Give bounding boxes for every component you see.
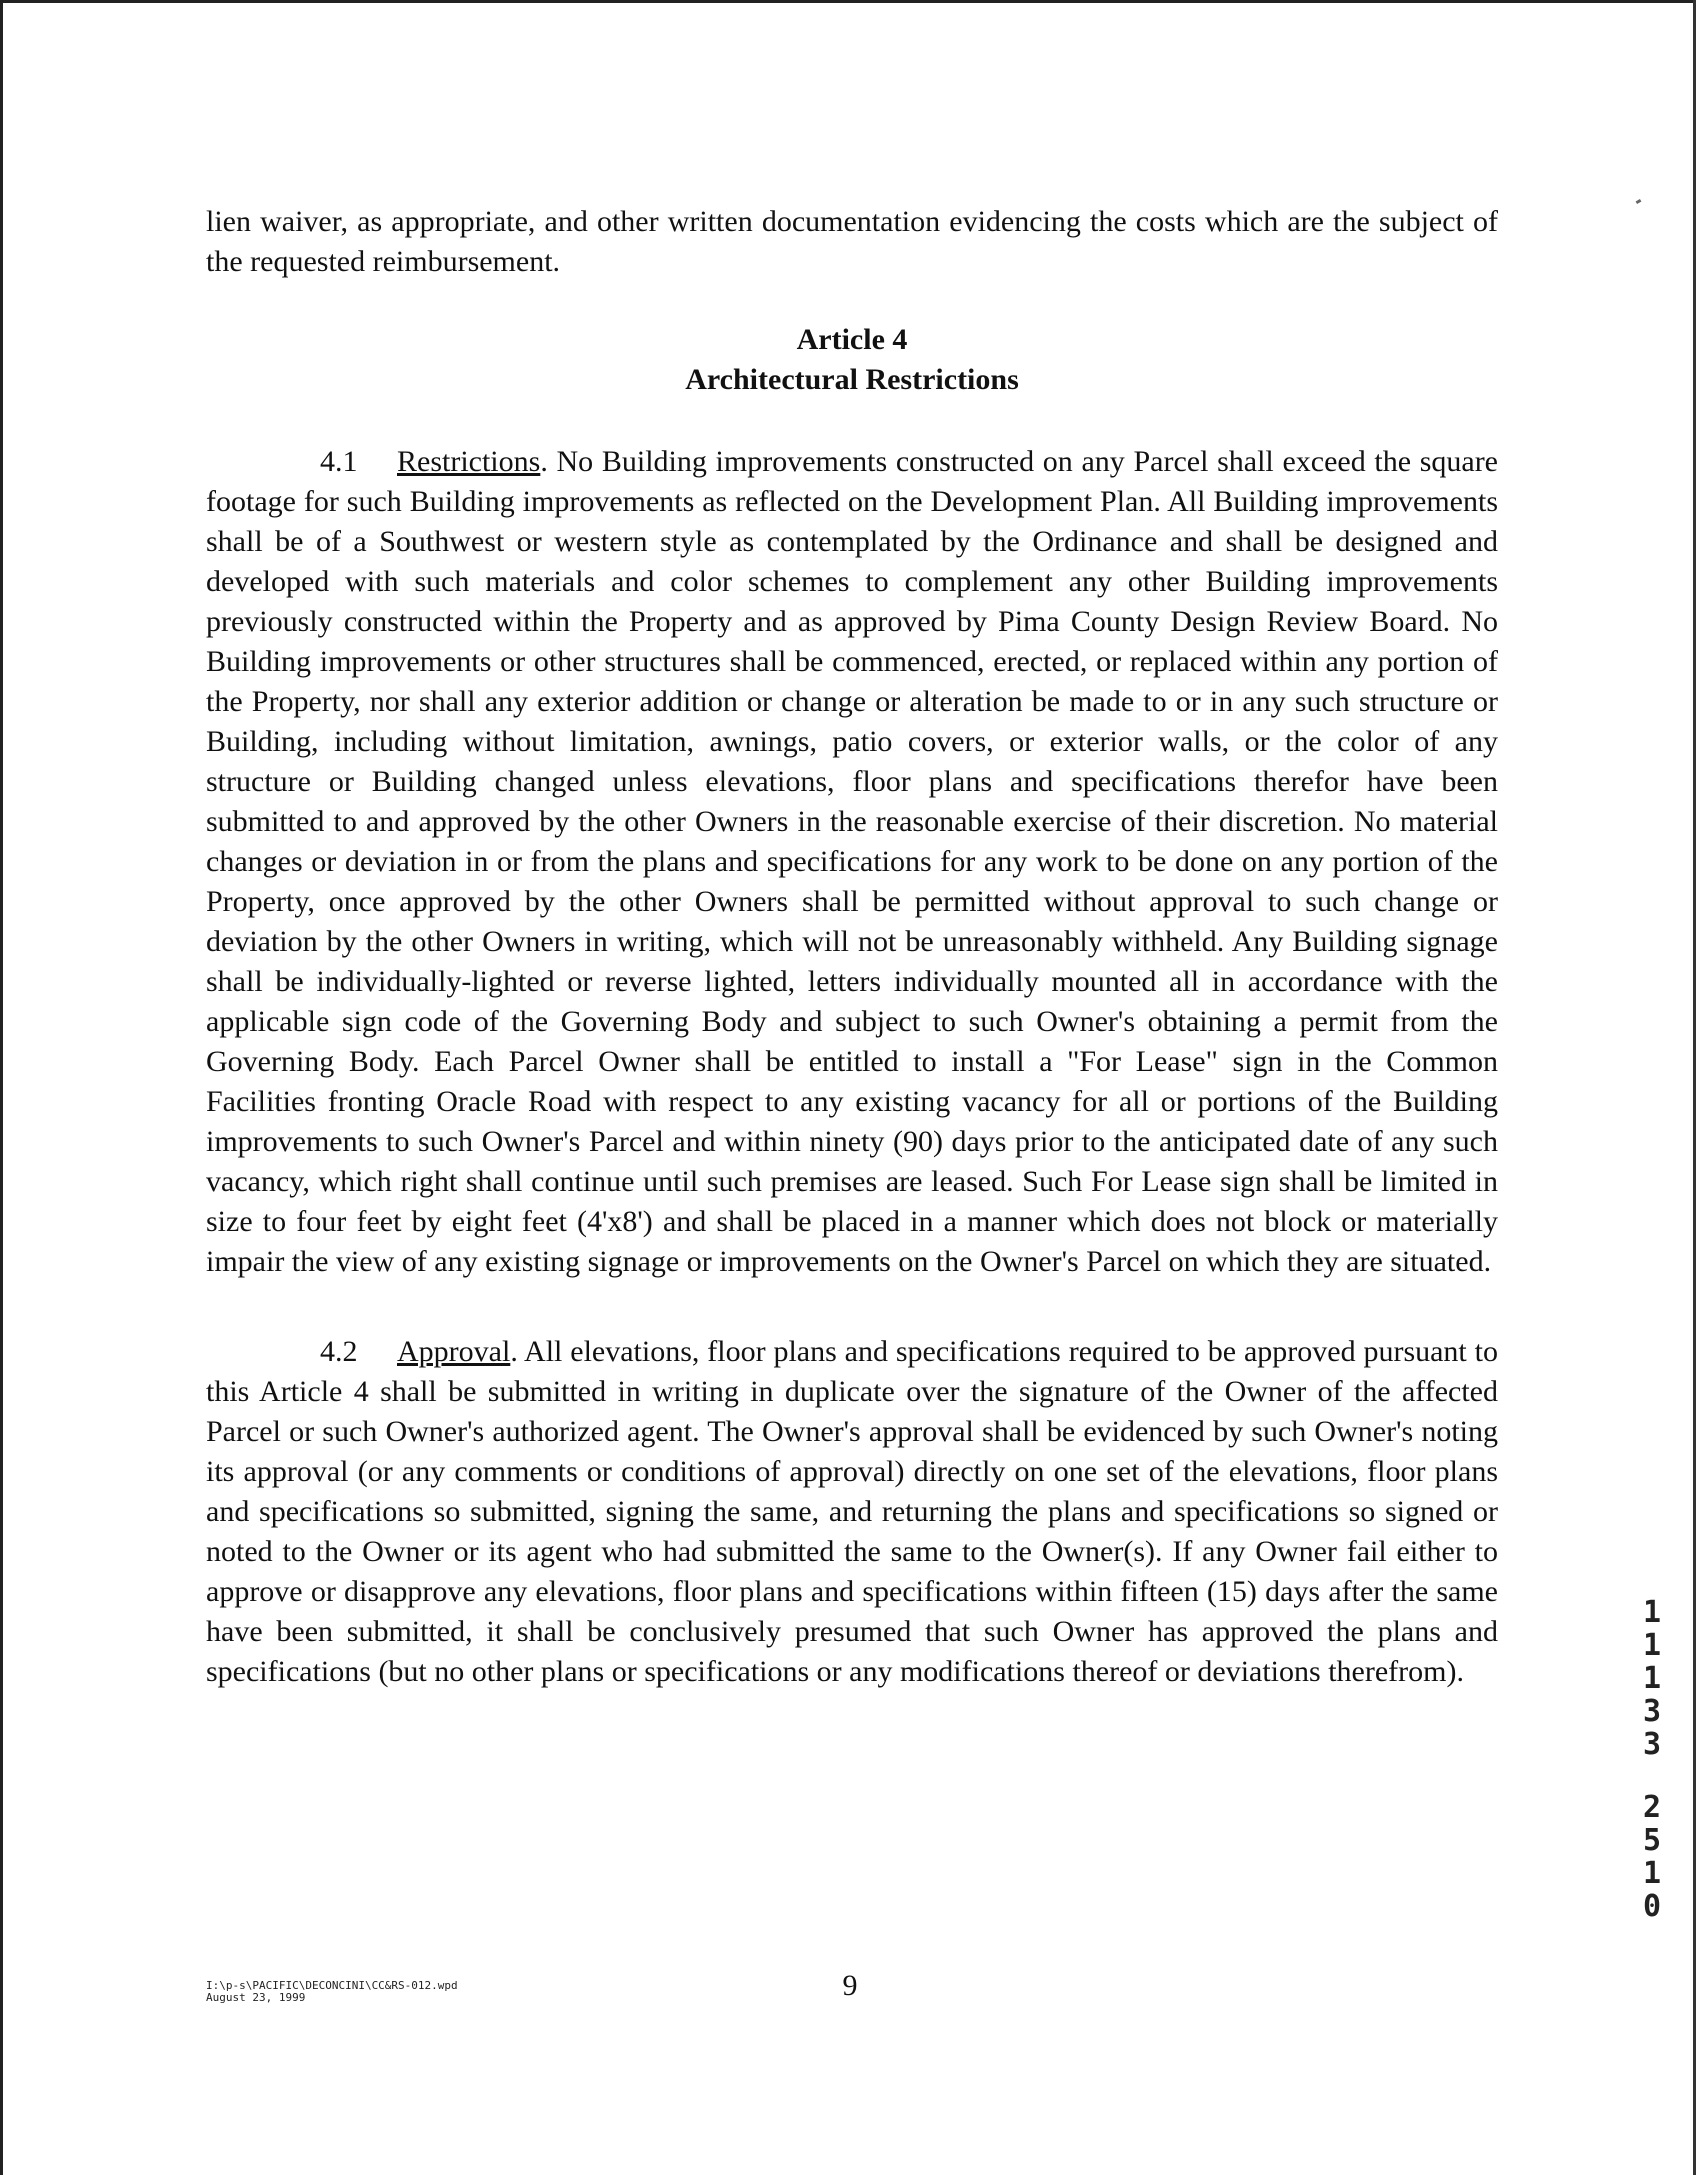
article-heading bbox=[206, 320, 1498, 400]
footer-file-path: I:\p-s\PACIFIC\DECONCINI\CC&RS-012.wpd bbox=[206, 1979, 458, 1992]
article-title: Architectural Restrictions bbox=[685, 363, 1019, 396]
stamp-digit: 1 bbox=[1642, 1628, 1662, 1663]
section-title: Approval bbox=[397, 1335, 511, 1368]
section-text: No Building improvements constructed on any Parcel shall exceed the square footage for such Building improvements as reflected on the Development Plan. All Building improvements shall be of a Southwest or western style as contemplated by the Ordinance and shall be designed and developed with such materials and color schemes to complement any other Building improvements previously constructed within the Property and as approved by Pima County Design Review Board. No Building improvements or other structures shall be commenced, erected, or replaced within any portion of the Property, nor shall any exterior addition or change or alteration be made to or in any such structure or Building, including without limitation, awnings, patio covers, or exterior walls, or the color of any structure or Building changed unless elevations, floor plans and specifications therefor have been submitted to and approved by the other Owners in the reasonable exercise of their discretion. No material changes or deviation in or from the plans and specifications for any work to be done on any portion of the Property, once approved by the other Owners shall be permitted without approval to such change or deviation by the other Owners in writing, which will not be unreasonably withheld. Any Building signage shall be individually-lighted or reverse lighted, letters individually mounted all in accordance with the applicable sign code of the Governing Body and subject to such Owner's obtaining a permit from the Governing Body. Each Parcel Owner shall be entitled to install a "For Lease" sign in the Common Facilities fronting Oracle Road with respect to any existing vacancy for all or portions of the Building improvements to such Owner's Parcel and within ninety (90) days prior to the anticipated date of any such vacancy, which right shall continue until such premises are leased. Such For Lease sign shall be limited in size to four feet by eight feet (4'x8') and shall be placed in a manner which does not block or materially impair the view of any existing signage or improvements on the Owner's Parcel on which they are situated. bbox=[206, 445, 1498, 1278]
stamp-digit: 5 bbox=[1642, 1823, 1662, 1858]
footer-file-info bbox=[206, 1980, 458, 2004]
article-number: Article 4 bbox=[796, 323, 908, 356]
section-approval: 4.2 Approval. All elevations, floor plans and specifications required to be approved pursuant to this Article 4 shall be submitted in writing in duplicate over the signature of the Owner of the affected Parcel or such Owner's authorized agent. The Owner's approval shall be evidenced by such Owner's noting its approval (or any comments or conditions of approval) directly on one set of the elevations, floor plans and specifications so submitted, signing the same, and returning the plans and specifications so signed or noted to the Owner or its agent who had submitted the same to the Owner(s). If any Owner fail either to approve or disapprove any elevations, floor plans and specifications within fifteen (15) days after the same have been submitted, it shall be conclusively presumed that such Owner has approved the plans and specifications (but no other plans or specifications or any modifications thereof or deviations therefrom). bbox=[206, 1332, 1498, 1692]
page-number: 9 bbox=[842, 1969, 858, 2002]
scan-mark bbox=[1636, 199, 1642, 204]
section-number: 4.2 bbox=[320, 1335, 358, 1368]
page-border-top bbox=[0, 0, 1696, 3]
stamp-digit: 1 bbox=[1642, 1661, 1662, 1696]
stamp-digit: 3 bbox=[1642, 1694, 1662, 1729]
section-title: Restrictions bbox=[397, 445, 541, 478]
section-number: 4.1 bbox=[320, 445, 358, 478]
section-restrictions: 4.1 Restrictions. No Building improvements constructed on any Parcel shall exceed the square footage for such Building improvements as reflected on the Development Plan. All Building improvements shall be of a Southwest or western style as contemplated by the Ordinance and shall be designed and developed with such materials and color schemes to complement any other Building improvements previously constructed within the Property and as approved by Pima County Design Review Board. No Building improvements or other structures shall be commenced, erected, or replaced within any portion of the Property, nor shall any exterior addition or change or alteration be made to or in any such structure or Building, including without limitation, awnings, patio covers, or exterior walls, or the color of any structure or Building changed unless elevations, floor plans and specifications therefor have been submitted to and approved by the other Owners in the reasonable exercise of their discretion. No material changes or deviation in or from the plans and specifications for any work to be done on any portion of the Property, once approved by the other Owners shall be permitted without approval to such change or deviation by the other Owners in writing, which will not be unreasonably withheld. Any Building signage shall be individually-lighted or reverse lighted, letters individually mounted all in accordance with the applicable sign code of the Governing Body and subject to such Owner's obtaining a permit from the Governing Body. Each Parcel Owner shall be entitled to install a "For Lease" sign in the Common Facilities fronting Oracle Road with respect to any existing vacancy for all or portions of the Building improvements to such Owner's Parcel and within ninety (90) days prior to the anticipated date of any such vacancy, which right shall continue until such premises are leased. Such For Lease sign shall be limited in size to four feet by eight feet (4'x8') and shall be placed in a manner which does not block or materially impair the view of any existing signage or improvements on the Owner's Parcel on which they are situated. bbox=[206, 442, 1498, 1282]
section-text: All elevations, floor plans and specifications required to be approved pursuant to this Article 4 shall be submitted in writing in duplicate over the signature of the Owner of the affected Parcel or such Owner's authorized agent. The Owner's approval shall be evidenced by such Owner's noting its approval (or any comments or conditions of approval) directly on one set of the elevations, floor plans and specifications so submitted, signing the same, and returning the plans and specifications so signed or noted to the Owner or its agent who had submitted the same to the Owner(s). If any Owner fail either to approve or disapprove any elevations, floor plans and specifications within fifteen (15) days after the same have been submitted, it shall be conclusively presumed that such Owner has approved the plans and specifications (but no other plans or specifications or any modifications thereof or deviations therefrom). bbox=[206, 1335, 1498, 1688]
footer-date: August 23, 1999 bbox=[206, 1991, 306, 2004]
stamp-digit: 3 bbox=[1642, 1727, 1662, 1762]
stamp-digit: 0 bbox=[1642, 1889, 1662, 1924]
stamp-digit: 1 bbox=[1642, 1595, 1662, 1630]
stamp-digit: 1 bbox=[1642, 1856, 1662, 1891]
page-border-left bbox=[0, 0, 3, 2175]
stamp-digit: 2 bbox=[1642, 1790, 1662, 1825]
recording-stamp bbox=[1632, 1596, 1672, 1923]
intro-paragraph: lien waiver, as appropriate, and other written documentation evidencing the costs which are the subject of the requested reimbursement. bbox=[206, 205, 1498, 278]
